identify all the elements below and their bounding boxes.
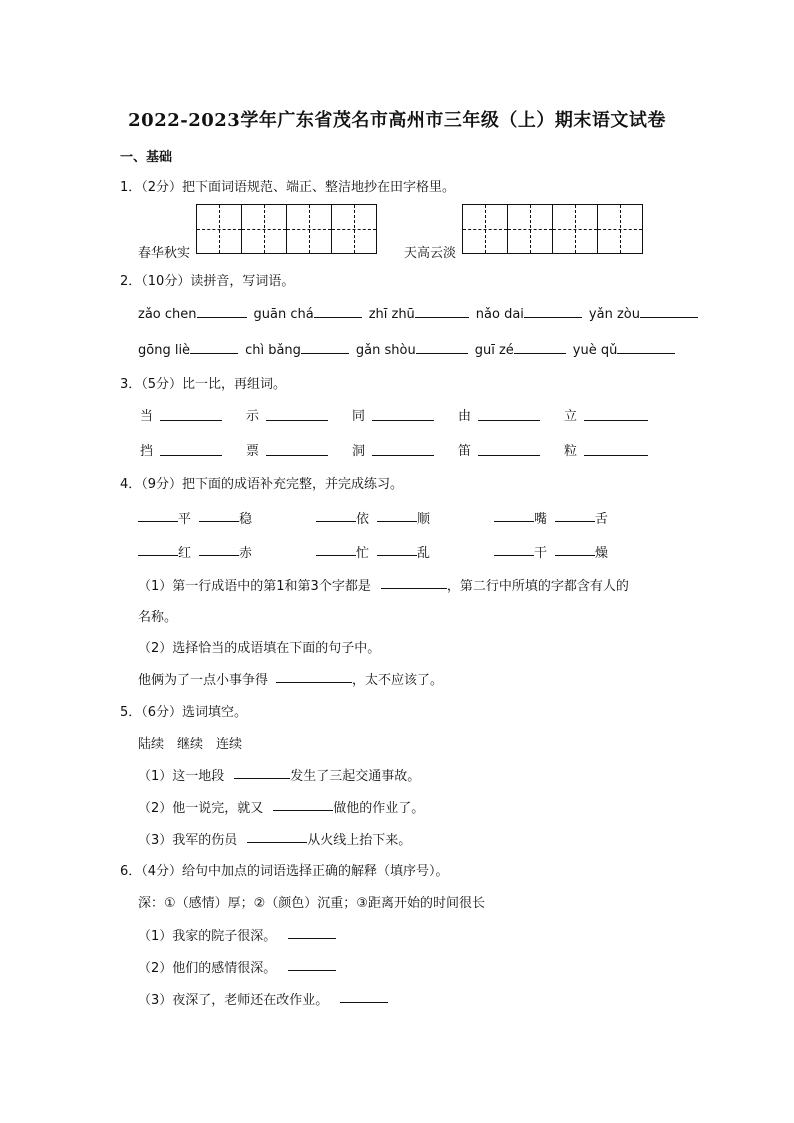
page-title: 2022-2023学年广东省茂名市高州市三年级（上）期末语文试卷 <box>128 110 666 131</box>
answer-blank[interactable] <box>555 508 595 522</box>
answer-blank[interactable] <box>524 304 582 318</box>
char: 同 <box>352 409 366 424</box>
idiom-char: 舌 <box>595 512 609 527</box>
char: 洞 <box>352 444 366 459</box>
answer-blank[interactable] <box>288 925 336 939</box>
char: 粒 <box>564 444 578 459</box>
char: 立 <box>564 409 578 424</box>
sub-question-text: （1）第一行成语中的第1和第3个字都是 <box>138 579 371 594</box>
idiom-char: 赤 <box>239 546 253 561</box>
tianzige-cell[interactable] <box>553 205 598 253</box>
tianzige-grid-b[interactable] <box>462 204 643 254</box>
idiom-char: 干 <box>534 546 548 561</box>
idiom-row-2c <box>494 542 608 561</box>
q4-sub2-sentence <box>138 669 443 688</box>
sentence-text: ，太不应该了。 <box>352 673 444 688</box>
section-heading: 一、基础 <box>120 150 173 165</box>
answer-blank[interactable] <box>190 340 238 354</box>
answer-blank[interactable] <box>199 508 239 522</box>
answer-blank[interactable] <box>584 442 648 456</box>
q6-sentence-3 <box>138 989 388 1008</box>
pinyin: guān chá <box>253 307 314 322</box>
tianzige-cell[interactable] <box>508 205 553 253</box>
question-2-stem: 2．（10分）读拼音，写词语。 <box>120 274 295 289</box>
answer-blank[interactable] <box>247 829 307 843</box>
answer-blank[interactable] <box>617 340 675 354</box>
char: 由 <box>458 409 472 424</box>
pinyin: zhī zhū <box>368 307 415 322</box>
pinyin: guī zé <box>474 343 514 358</box>
sentence-text: （1）这一地段 <box>138 769 225 784</box>
answer-blank[interactable] <box>288 957 336 971</box>
answer-blank[interactable] <box>301 340 349 354</box>
char: 挡 <box>140 444 154 459</box>
tianzige-cell[interactable] <box>463 205 508 253</box>
answer-blank[interactable] <box>340 989 388 1003</box>
pinyin: yuè qǔ <box>572 343 618 358</box>
idiom-char: 燥 <box>595 546 609 561</box>
answer-blank[interactable] <box>478 407 540 421</box>
answer-blank[interactable] <box>138 542 178 556</box>
pinyin: gōng liè <box>138 343 191 358</box>
pinyin: zǎo chen <box>138 307 197 322</box>
pinyin-row-1 <box>138 304 698 322</box>
answer-blank[interactable] <box>234 765 290 779</box>
answer-blank[interactable] <box>197 304 247 318</box>
sentence-text: （2）他一说完，就又 <box>138 801 264 816</box>
q5-sentence-3 <box>138 829 411 848</box>
tianzige-grid-a[interactable] <box>196 204 377 254</box>
char: 当 <box>140 409 154 424</box>
pinyin-row-2 <box>138 340 675 358</box>
answer-blank[interactable] <box>199 542 239 556</box>
idiom-char: 依 <box>356 512 370 527</box>
idiom-row-1b <box>316 508 430 527</box>
question-4-stem: 4．（9分）把下面的成语补充完整，并完成练习。 <box>120 477 404 492</box>
sentence-text: （1）我家的院子很深。 <box>138 929 277 944</box>
q5-sentence-2 <box>138 797 424 816</box>
answer-blank[interactable] <box>276 669 352 683</box>
answer-blank[interactable] <box>316 542 356 556</box>
answer-blank[interactable] <box>555 542 595 556</box>
idiom-char: 红 <box>178 546 192 561</box>
idiom-char: 平 <box>178 512 192 527</box>
answer-blank[interactable] <box>138 508 178 522</box>
answer-blank[interactable] <box>160 442 222 456</box>
answer-blank[interactable] <box>478 442 540 456</box>
answer-blank[interactable] <box>314 304 362 318</box>
tianzige-cell[interactable] <box>242 205 287 253</box>
idiom-row-2b <box>316 542 430 561</box>
answer-blank[interactable] <box>266 407 328 421</box>
sentence-text: 他俩为了一点小事争得 <box>138 673 269 688</box>
sentence-text: （3）夜深了，老师还在改作业。 <box>138 993 329 1008</box>
sentence-text: 发生了三起交通事故。 <box>290 769 421 784</box>
idiom-row-1 <box>138 508 252 527</box>
answer-blank[interactable] <box>514 340 566 354</box>
q4-sub1 <box>138 575 629 594</box>
q6-sentence-2 <box>138 957 336 976</box>
sub-question-text: （2）选择恰当的成语填在下面的句子中。 <box>138 641 381 656</box>
idiom-char: 稳 <box>239 512 253 527</box>
pinyin: gǎn shòu <box>355 343 416 358</box>
tianzige-cell[interactable] <box>332 205 376 253</box>
answer-blank[interactable] <box>416 340 468 354</box>
answer-blank[interactable] <box>415 304 469 318</box>
char: 示 <box>246 409 260 424</box>
answer-blank[interactable] <box>160 407 222 421</box>
answer-blank[interactable] <box>316 508 356 522</box>
question-3-stem: 3．（5分）比一比，再组词。 <box>120 377 287 392</box>
copy-word-b: 天高云淡 <box>404 246 457 261</box>
answer-blank[interactable] <box>266 442 328 456</box>
answer-blank[interactable] <box>584 407 648 421</box>
answer-blank[interactable] <box>640 304 698 318</box>
q5-sentence-1 <box>138 765 420 784</box>
question-5-stem: 5．（6分）选词填空。 <box>120 705 248 720</box>
char: 笛 <box>458 444 472 459</box>
answer-blank[interactable] <box>372 407 434 421</box>
pinyin: nǎo dai <box>475 307 524 322</box>
tianzige-cell[interactable] <box>598 205 642 253</box>
copy-word-a: 春华秋实 <box>138 246 191 261</box>
answer-blank[interactable] <box>494 542 534 556</box>
sentence-text: （3）我军的伤员 <box>138 833 238 848</box>
sentence-text: （2）他们的感情很深。 <box>138 961 277 976</box>
question-6-stem: 6．（4分）给句中加点的词语选择正确的解释（填序号）。 <box>120 864 449 879</box>
definition-text: 深：①（感情）厚；②（颜色）沉重；③距离开始的时间很长 <box>138 896 485 911</box>
pinyin: yǎn zòu <box>588 307 640 322</box>
tianzige-cell[interactable] <box>197 205 242 253</box>
answer-blank[interactable] <box>377 542 417 556</box>
idiom-row-1c <box>494 508 608 527</box>
answer-blank[interactable] <box>273 797 333 811</box>
sub-question-text: 名称。 <box>138 610 178 625</box>
idiom-char: 顺 <box>417 512 431 527</box>
sentence-text: 做他的作业了。 <box>333 801 425 816</box>
char: 票 <box>246 444 260 459</box>
word-options: 陆续 继续 连续 <box>138 737 243 752</box>
sub-question-text: ，第二行中所填的字都含有人的 <box>446 579 629 594</box>
answer-blank[interactable] <box>377 508 417 522</box>
sentence-text: 从火线上抬下来。 <box>307 833 412 848</box>
q6-sentence-1 <box>138 925 336 944</box>
answer-blank[interactable] <box>381 575 447 589</box>
idiom-char: 乱 <box>417 546 431 561</box>
answer-blank[interactable] <box>494 508 534 522</box>
pinyin: chì bǎng <box>245 343 301 358</box>
tianzige-cell[interactable] <box>287 205 332 253</box>
answer-blank[interactable] <box>372 442 434 456</box>
question-1-stem: 1．（2分）把下面词语规范、端正、整洁地抄在田字格里。 <box>120 180 456 195</box>
idiom-char: 忙 <box>356 546 370 561</box>
idiom-row-2 <box>138 542 252 561</box>
idiom-char: 嘴 <box>534 512 548 527</box>
